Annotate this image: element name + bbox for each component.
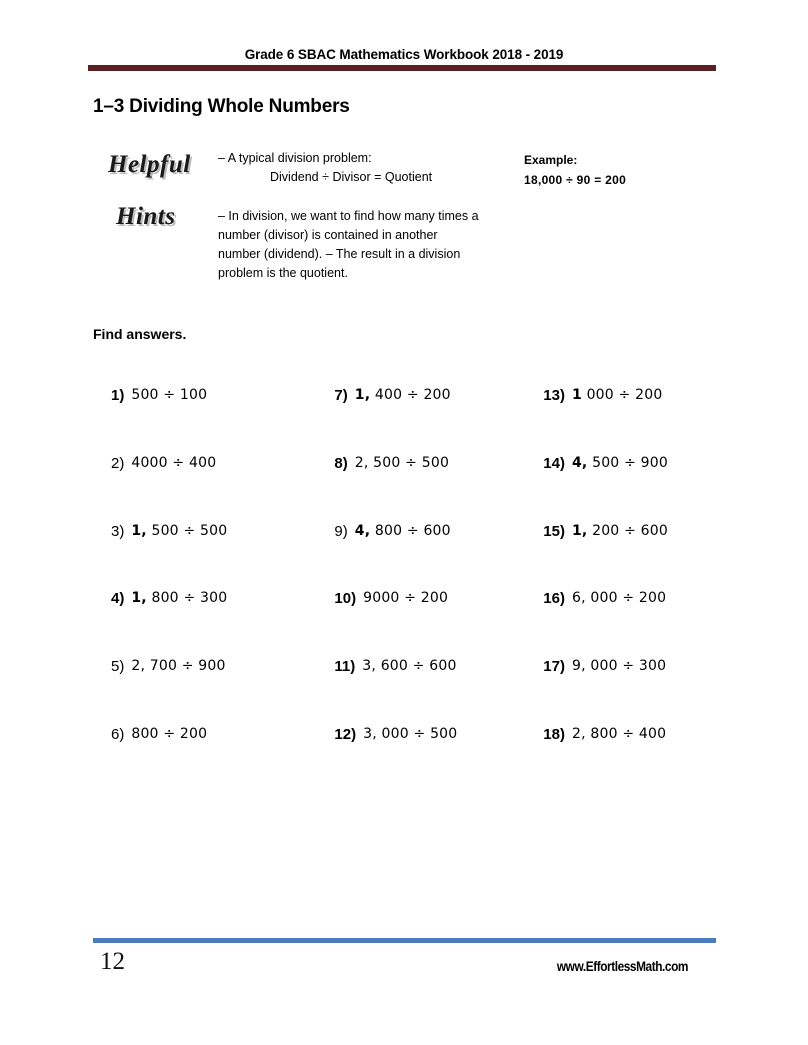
problem-number: 17) — [543, 658, 565, 676]
problem-number: 14) — [543, 454, 565, 472]
problem-item — [334, 388, 543, 456]
problem-row — [93, 456, 723, 524]
example-block — [524, 150, 626, 190]
problem-expression — [363, 727, 457, 741]
problem-number: 11) — [334, 658, 356, 676]
problem-row — [93, 388, 723, 456]
problem-item — [543, 591, 723, 659]
problem-expression-rest: 400 ÷ 200 — [374, 387, 451, 403]
problem-expression-rest: 4000 ÷ 400 — [131, 454, 217, 471]
problem-number: 18) — [543, 725, 565, 743]
problem-expression — [572, 524, 668, 538]
problem-number: 15) — [543, 522, 565, 540]
problem-expression-rest: 800 ÷ 600 — [374, 522, 451, 539]
problem-expression — [131, 727, 207, 741]
problem-number: 5) — [111, 658, 125, 676]
hint-formula: Dividend ÷ Divisor = Quotient — [270, 170, 433, 184]
problem-number: 16) — [543, 590, 565, 608]
problem-item — [334, 659, 543, 727]
helpful-label: Helpful — [108, 151, 191, 178]
problem-expression — [363, 591, 448, 605]
problem-item — [334, 727, 543, 795]
problem-expression-rest: 800 ÷ 300 — [151, 590, 228, 607]
example-equation: 18,000 ÷ 90 = 200 — [524, 173, 627, 187]
problem-expression — [572, 727, 666, 741]
problem-expression — [355, 388, 451, 402]
problem-expression-rest: 500 ÷ 900 — [592, 454, 668, 471]
problem-item — [543, 456, 723, 524]
problem-item — [93, 456, 334, 524]
problem-expression-lead: 4, — [354, 522, 371, 539]
problem-expression-lead: 4, — [571, 454, 588, 471]
problem-expression-lead: 1, — [131, 590, 147, 607]
problem-expression-rest: 200 ÷ 600 — [592, 522, 668, 539]
hint-bullets-two-three — [218, 207, 480, 283]
problem-expression-rest: 2, 700 ÷ 900 — [131, 658, 226, 675]
problem-item — [334, 524, 543, 592]
hint-bullet-one — [218, 149, 498, 187]
problem-expression-rest: 9, 000 ÷ 300 — [571, 658, 667, 675]
problem-number: 10) — [334, 590, 357, 608]
hint-bullet-three-text: – The result in a division problem is the quotient. — [218, 247, 461, 280]
page-number: 12 — [100, 948, 125, 975]
problem-number: 12) — [334, 725, 357, 743]
problem-expression — [572, 456, 668, 470]
problem-expression-lead: 1 — [571, 387, 582, 403]
problem-row — [93, 591, 723, 659]
page-title: 1–3 Dividing Whole Numbers — [93, 96, 350, 117]
hint-bullet-one-text: – A typical division problem: — [218, 151, 372, 165]
problem-item — [543, 659, 723, 727]
problem-item — [93, 524, 334, 592]
problem-item — [334, 591, 543, 659]
header-divider — [88, 65, 716, 71]
problem-row — [93, 727, 723, 795]
problem-expression — [572, 388, 662, 402]
problem-number: 8) — [334, 454, 348, 472]
problem-grid — [93, 388, 723, 795]
problem-item — [543, 524, 723, 592]
problem-expression — [362, 659, 456, 673]
problem-item — [93, 591, 334, 659]
problem-expression-rest: 500 ÷ 100 — [131, 387, 208, 403]
problem-number: 9) — [334, 522, 348, 540]
problem-expression — [355, 456, 449, 470]
problem-number: 1) — [111, 387, 125, 404]
problem-number: 4) — [111, 590, 125, 608]
instruction-text: Find answers. — [93, 326, 187, 342]
problem-expression-lead: 1, — [131, 522, 147, 539]
problem-expression-lead: 1, — [354, 387, 371, 403]
problem-expression — [131, 388, 207, 402]
problem-expression-lead: 1, — [571, 522, 588, 539]
problem-expression-rest: 2, 500 ÷ 500 — [354, 454, 450, 471]
problem-number: 6) — [111, 725, 125, 743]
problem-expression-rest: 3, 600 ÷ 600 — [362, 658, 457, 675]
problem-expression-rest: 500 ÷ 500 — [151, 522, 228, 539]
problem-item — [543, 727, 723, 795]
footer-divider — [93, 938, 716, 943]
problem-expression — [572, 659, 666, 673]
problem-number: 13) — [543, 387, 565, 404]
problem-expression — [355, 524, 451, 538]
problem-expression — [131, 524, 227, 538]
problem-item — [93, 727, 334, 795]
problem-expression — [131, 591, 227, 605]
problem-item — [93, 388, 334, 456]
website-url: www.EffortlessMath.com — [556, 959, 688, 974]
hints-label: Hints — [116, 203, 176, 230]
problem-number: 3) — [111, 522, 125, 540]
problem-number: 7) — [334, 387, 348, 404]
problem-expression-rest: 9000 ÷ 200 — [363, 590, 449, 607]
problem-expression — [572, 591, 666, 605]
problem-item — [334, 456, 543, 524]
problem-expression-rest: 800 ÷ 200 — [131, 725, 208, 742]
hint-bullet-two-text: – In division, we want to find how many times a number (divisor) is contained in another number (dividend). — [218, 209, 479, 261]
book-title: Grade 6 SBAC Mathematics Workbook 2018 - 2019 — [244, 47, 564, 62]
problem-expression — [131, 659, 225, 673]
problem-expression-rest: 2, 800 ÷ 400 — [571, 725, 667, 742]
problem-expression-rest: 3, 000 ÷ 500 — [363, 725, 458, 742]
problem-expression-rest: 000 ÷ 200 — [586, 387, 663, 403]
problem-expression — [131, 456, 216, 470]
problem-item — [93, 659, 334, 727]
problem-item — [543, 388, 723, 456]
example-label: Example: — [524, 153, 578, 167]
problem-number: 2) — [111, 454, 125, 472]
problem-row — [93, 524, 723, 592]
problem-expression-rest: 6, 000 ÷ 200 — [571, 590, 667, 607]
problem-row — [93, 659, 723, 727]
